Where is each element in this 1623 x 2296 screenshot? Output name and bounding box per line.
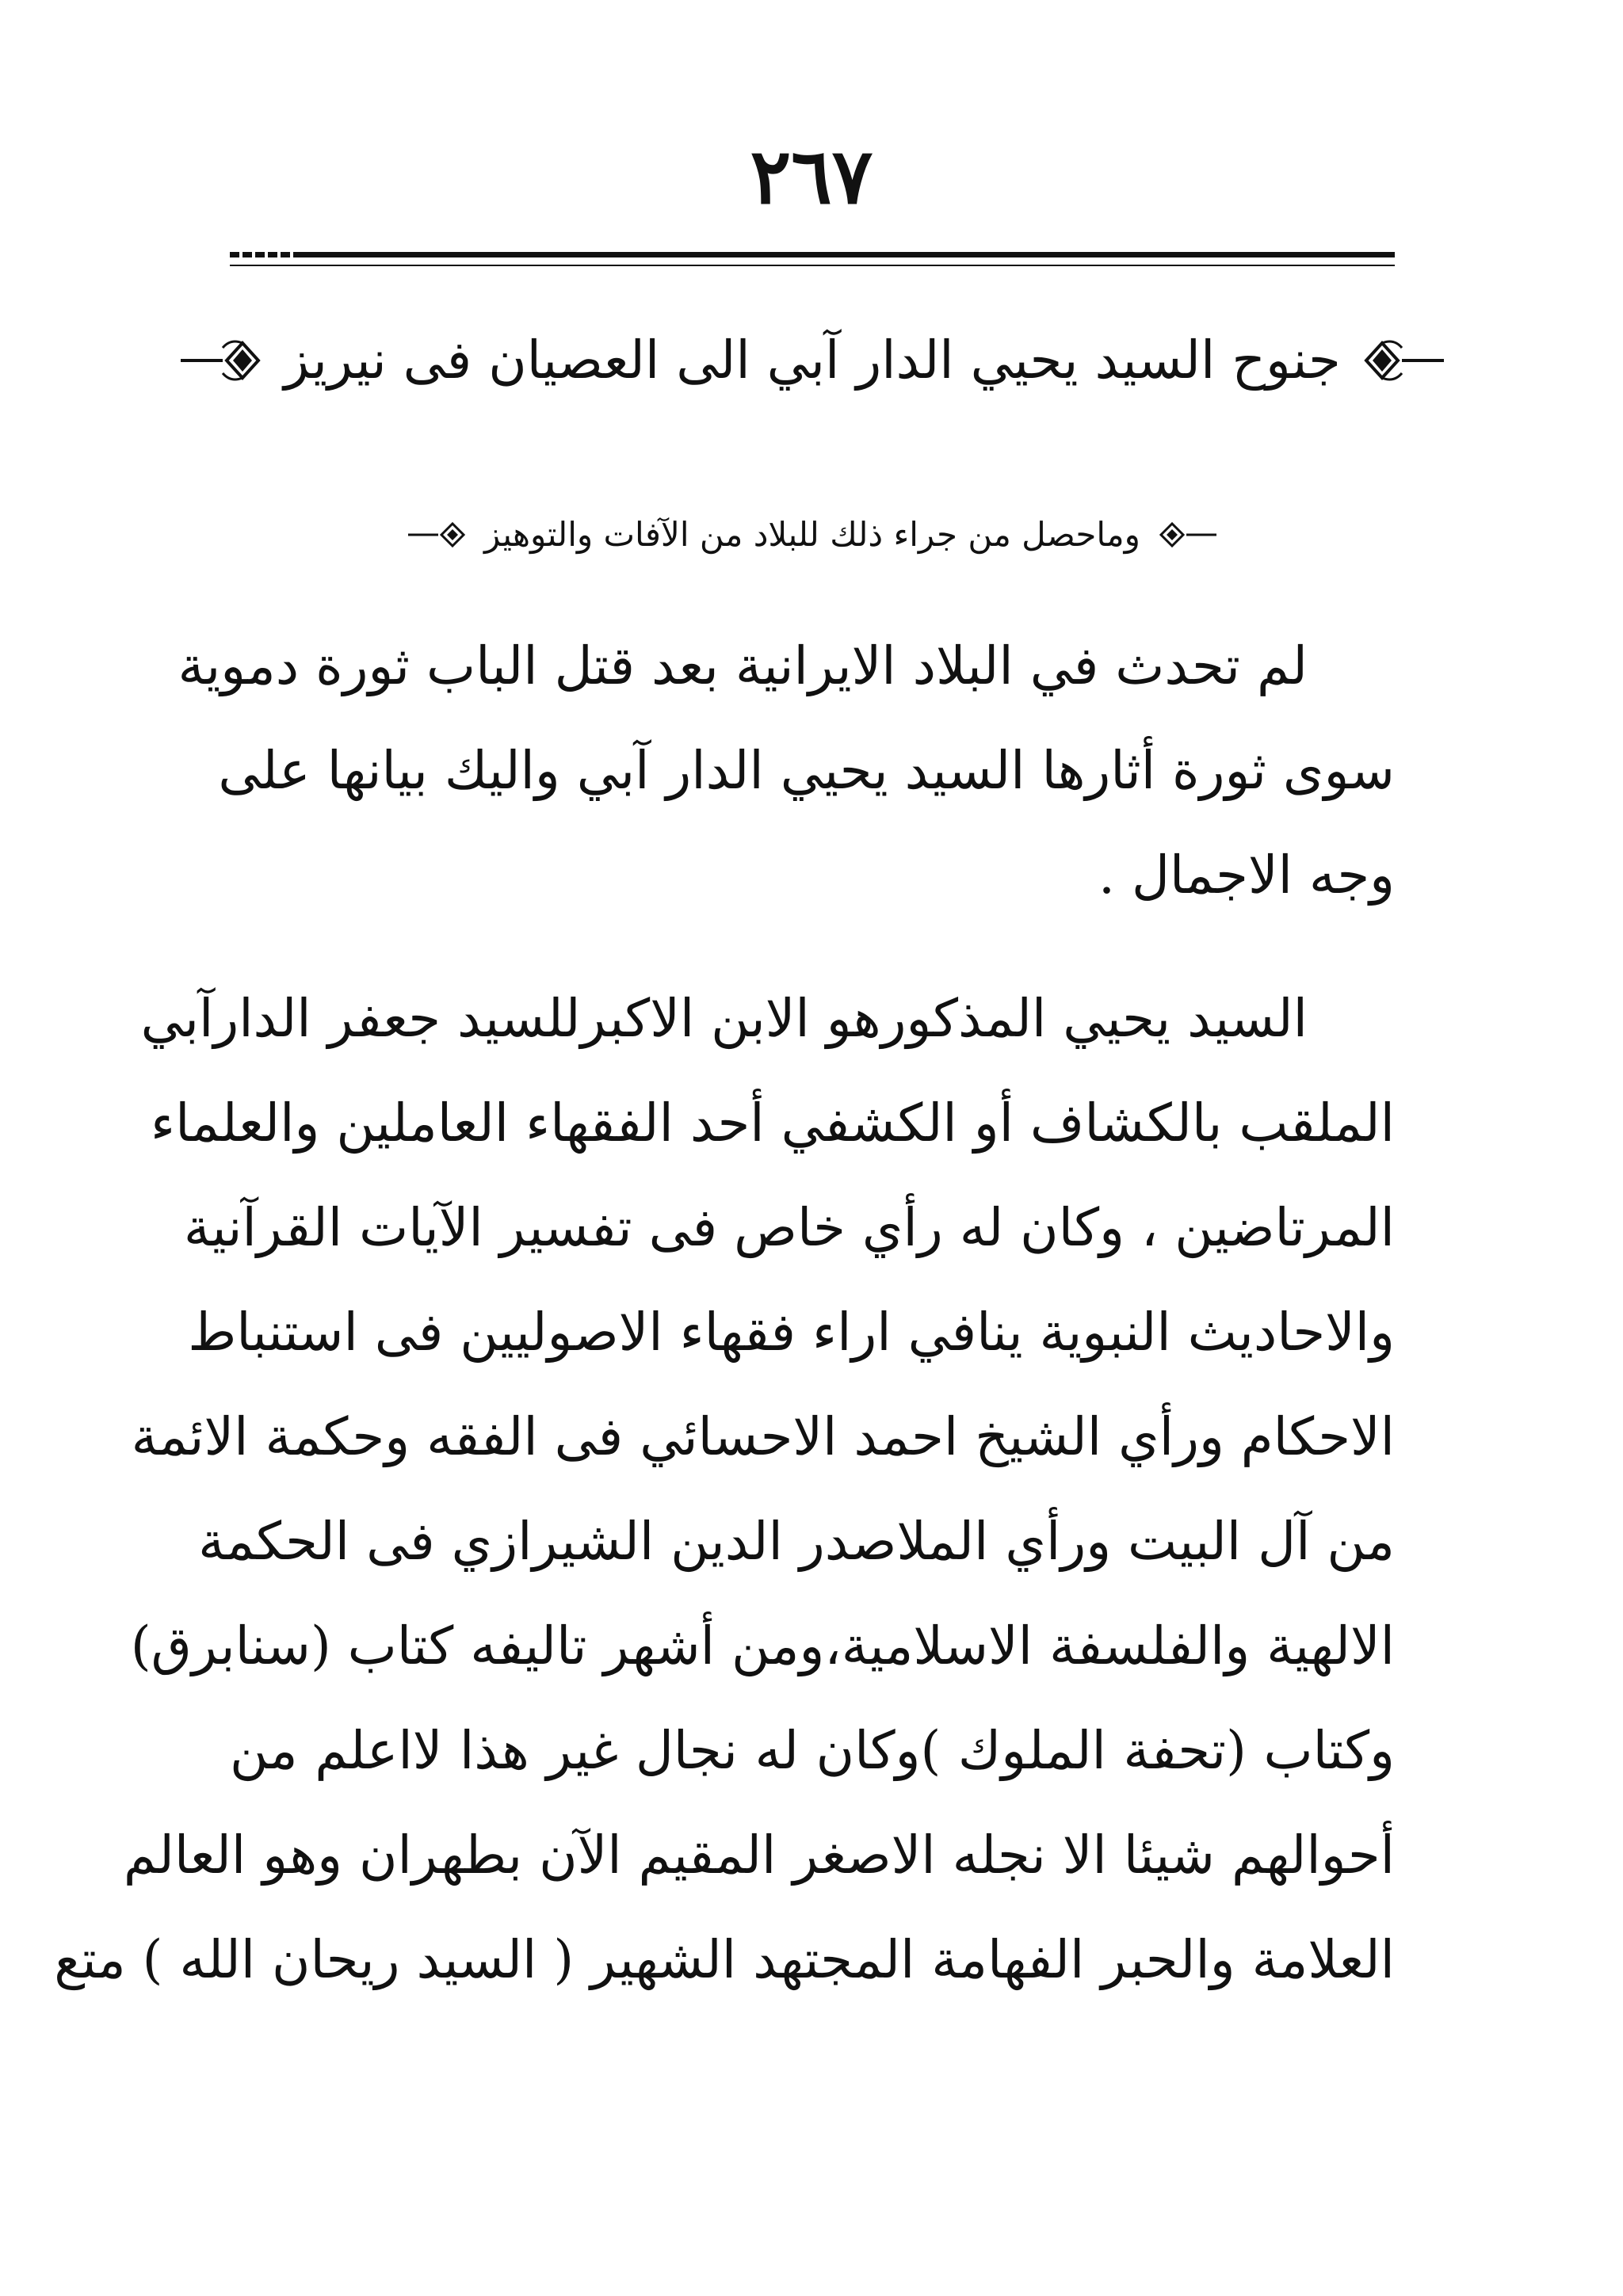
header-rule-dash [230, 252, 301, 257]
text-line: السيد يحيي المذكورهو الابن الاكبرللسيد جعفر الدارآبي [140, 988, 1308, 1049]
text-line: الالهية والفلسفة الاسلامية،ومن أشهر تاليفه كتاب (سنابرق) [130, 1615, 1395, 1676]
paragraph-1 [178, 614, 1395, 928]
subtitle: وماحصل من جراء ذلك للبلاد من الآفات والتوهيز [484, 515, 1140, 554]
header-rule-thick [230, 252, 1395, 257]
text-line: العلامة والحبر الفهامة المجتهد الشهير ( السيد ريحان الله ) متع [54, 1929, 1395, 1990]
text-line: وجه الاجمال . [1098, 845, 1395, 906]
sub-ornament-left-icon [407, 519, 470, 551]
text-line: من آل البيت ورأي الملاصدر الدين الشيرازي فى الحكمة [198, 1511, 1395, 1572]
text-line: أحوالهم شيئا الا نجله الاصغر المقيم الآن بطهران وهو العالم [123, 1825, 1395, 1886]
chapter-title: جنوح السيد يحيي الدار آبي الى العصيان فى نيريز [284, 330, 1341, 391]
text-line: لم تحدث في البلاد الايرانية بعد قتل الباب ثورة دموية [178, 635, 1308, 696]
text-line: المرتاضين ، وكان له رأي خاص فى تفسير الآيات القرآنية [183, 1197, 1395, 1258]
header-rule-thin [230, 265, 1395, 266]
chapter-heading [230, 325, 1395, 396]
paragraph-2 [54, 967, 1395, 2012]
chapter-subheading [317, 507, 1308, 563]
text-line: سوى ثورة أثارها السيد يحيي الدار آبي واليك بيانها على [218, 740, 1395, 801]
text-line: والاحاديث النبوية ينافي اراء فقهاء الاصوليين فى استنباط [188, 1302, 1395, 1363]
ornament-right-icon [1358, 337, 1445, 384]
sub-ornament-right-icon [1155, 519, 1218, 551]
text-line: وكتاب (تحفة الملوك )وكان له نجال غير هذا لااعلم من [230, 1720, 1395, 1781]
text-line: الاحكام ورأي الشيخ احمد الاحسائي فى الفقه وحكمة الائمة [131, 1406, 1395, 1467]
text-line: الملقب بالكشاف أو الكشفي أحد الفقهاء العاملين والعلماء [151, 1093, 1395, 1154]
page-number: ٢٦٧ [750, 132, 873, 221]
ornament-left-icon [179, 337, 266, 384]
